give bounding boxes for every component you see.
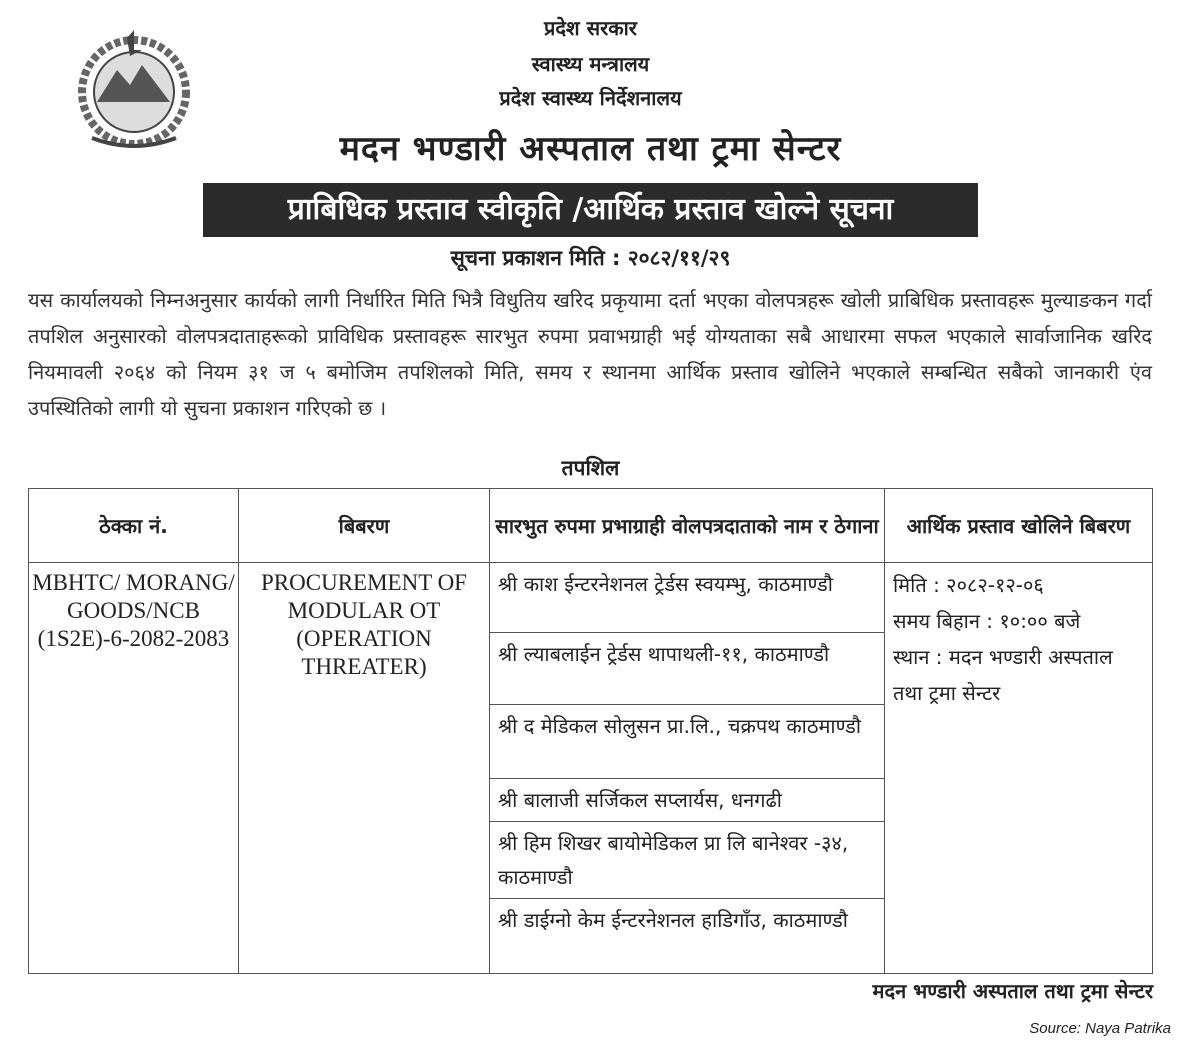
header-line-3: प्रदेश स्वास्थ्य निर्देशनालय <box>499 86 682 110</box>
bidder: श्री बालाजी सर्जिकल सप्लार्यस, धनगढी <box>490 779 885 822</box>
opening-time: समय बिहान : १०:०० बजे <box>893 609 1081 633</box>
organization-name: मदन भण्डारी अस्पताल तथा ट्रमा सेन्टर <box>339 129 842 169</box>
publication-date: सूचना प्रकाशन मिति : २०८२/११/२९ <box>450 246 731 270</box>
header-description: बिबरण <box>239 489 490 563</box>
table-header-row <box>29 489 1153 563</box>
table-title: तपशिल <box>561 456 620 480</box>
notice-body: यस कार्यालयको निम्नअनुसार कार्यको लागी निर्धारित मिति भित्रै विधुतिय खरिद प्रकृयामा दर्ता भएका वोलपत्रहरू खोली प्राबिधिक प्रस्तावहरू मुल्याङकन गर्दा तपशिल अनुसारको वोलपत्रदाताहरूको प्राविधिक प्रस्तावहरू सारभुत रुपमा प्रवाभग्राही भई योग्यताका सबै आधारमा सफल भएकाले सार्वाजानिक खरिद नियमावली २०६४ को नियम ३१ ज ५ बमोजिम तपशिलको मिति, समय र स्थानमा आर्थिक प्रस्ताव खोलिने भएकाले सम्बन्धित सबैको जानकारी एंव उपस्थितिको लागी यो सुचना प्रकाशन गरिएको छ । <box>28 288 1152 420</box>
header-line-1: प्रदेश सरकार <box>544 16 637 40</box>
contract-no: MBHTC/ MORANG/ GOODS/NCB (1S2E)-6-2082-2083 <box>29 563 239 974</box>
bidder: श्री काश ईन्टरनेशनल ट्रेर्डस स्वयम्भु, काठमाण्डौ <box>490 563 885 633</box>
opening-place: स्थान : मदन भण्डारी अस्पताल तथा ट्रमा सेन्टर <box>893 645 1113 705</box>
header-opening: आर्थिक प्रस्ताव खोलिने बिबरण <box>885 489 1153 563</box>
bidder: श्री हिम शिखर बायोमेडिकल प्रा लि बानेश्वर -३४, काठमाण्डौ <box>490 822 885 899</box>
header-line-2: स्वास्थ्य मन्त्रालय <box>531 52 650 76</box>
notice-title: प्राबिधिक प्रस्ताव स्वीकृति /आर्थिक प्रस्ताव खोल्ने सूचना <box>203 183 978 237</box>
bidder: श्री डाईग्नो केम ईन्टरनेशनल हाडिगाँउ, काठमाण्डौ <box>490 899 885 974</box>
description: PROCUREMENT OF MODULAR OT (OPERATION THREATER) <box>239 563 490 974</box>
source-credit: Source: Naya Patrika <box>1029 1020 1171 1037</box>
bidder: श्री द मेडिकल सोलुसन प्रा.लि., चक्रपथ काठमाण्डौ <box>490 705 885 779</box>
footer-signature: मदन भण्डारी अस्पताल तथा ट्रमा सेन्टर <box>872 979 1153 1003</box>
table-row <box>29 563 1153 633</box>
bidder: श्री ल्याबलाईन ट्रेर्डस थापाथली-११, काठमाण्डौ <box>490 633 885 705</box>
details-table <box>28 488 1153 974</box>
header-bidders: सारभुत रुपमा प्रभाग्राही वोलपत्रदाताको नाम र ठेगाना <box>490 489 885 563</box>
opening-date: मिति : २०८२-१२-०६ <box>893 573 1044 597</box>
opening-details <box>885 563 1153 974</box>
header-contract-no: ठेक्का नं. <box>29 489 239 563</box>
